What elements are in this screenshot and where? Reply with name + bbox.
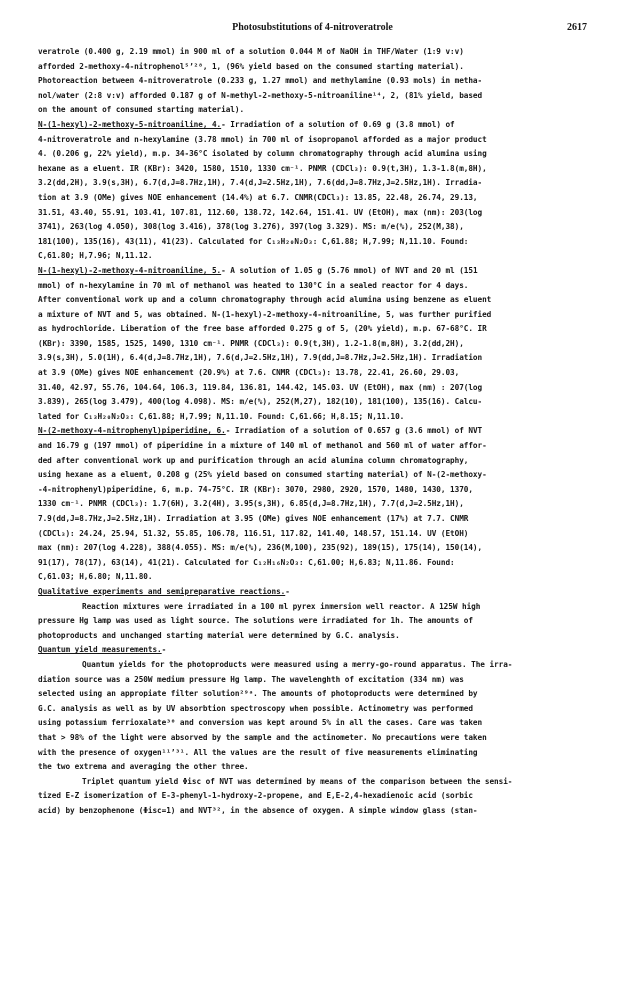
line-text: using hexane as a eluent, 0.208 g (25% yield based on consumed starting material) of N-(2-methoxy-: [38, 470, 487, 480]
text-line: [38, 483, 587, 498]
running-title: Photosubstitutions of 4-nitroveratrole: [232, 22, 393, 33]
line-text: mmol) of n-hexylamine in 70 ml of methanol was heated to 130°C in a sealed reactor for 4 days.: [38, 280, 469, 290]
line-text: (CDCl₃): 24.24, 25.94, 51.32, 55.85, 106.78, 116.51, 117.82, 141.40, 148.57, 151.14. UV (EtOH): [38, 528, 469, 538]
line-text: 31.51, 43.40, 55.91, 103.41, 107.81, 112.60, 138.72, 142.64, 151.41. UV (EtOH), max (nm): 203(log: [38, 207, 483, 217]
text-line: [38, 541, 587, 556]
text-line: [38, 103, 587, 118]
text-line: [38, 702, 587, 717]
line-text: 3.2(dd,2H), 3.9(s,3H), 6.7(d,J=8.7Hz,1H), 7.4(d,J=2.5Hz,1H), 7.6(dd,J=8.7Hz,J=2.5Hz,1H). Irradia-: [38, 178, 483, 188]
text-line: [38, 746, 587, 761]
section-heading: Qualitative experiments and semipreparative reactions.: [38, 586, 286, 596]
text-line: [38, 424, 587, 439]
line-text: 1330 cm⁻¹. PNMR (CDCl₃): 1.7(6H), 3.2(4H), 3.95(s,3H), 6.85(d,J=8.7Hz,1H), 7.7(d,J=2.5Hz,1H),: [38, 499, 464, 509]
text-line: [38, 133, 587, 148]
line-text: Quantum yields for the photoproducts were measured using a merry-go-round apparatus. The irra-: [82, 659, 513, 669]
text-line: [38, 731, 587, 746]
line-text: -4-nitrophenyl)piperidine, 6, m.p. 74-75°C. IR (KBr): 3070, 2980, 2920, 1570, 1480, 1430, 1370,: [38, 484, 473, 494]
text-line: [38, 147, 587, 162]
line-text: the two extrema and averaging the other three.: [38, 762, 249, 772]
text-line: [38, 293, 587, 308]
line-text: pressure Hg lamp was used as light source. The solutions were irradiated for 1h. The amounts of: [38, 616, 473, 626]
text-line: [38, 118, 587, 133]
text-line: [38, 176, 587, 191]
text-line: [38, 512, 587, 527]
line-text: at 3.9 (OMe) gives NOE enhancement (20.9%) at 7.6. CNMR (CDCl₃): 13.78, 22.41, 26.60, 29.03,: [38, 368, 460, 378]
section-heading: N-(1-hexyl)-2-methoxy-4-nitroaniline, 5.: [38, 265, 222, 275]
text-line: [38, 556, 587, 571]
line-text: 4-nitroveratrole and n-hexylamine (3.78 mmol) in 700 ml of isopropanol afforded as a major product: [38, 134, 487, 144]
line-text: - Irradiation of a solution of 0.69 g (3.8 mmol) of: [221, 119, 455, 129]
text-line: [38, 600, 587, 615]
line-text: ded after conventional work up and purification through an acid alumina column chromatography,: [38, 455, 469, 465]
text-line: [38, 439, 587, 454]
line-text: and 16.79 g (197 mmol) of piperidine in a mixture of 140 ml of methanol and 560 ml of water affor-: [38, 441, 487, 451]
text-line: [38, 322, 587, 337]
text-line: [38, 716, 587, 731]
line-text: that > 98% of the light were absorved by the sample and the actinometer. No precautions were taken: [38, 732, 487, 742]
line-text: diation source was a 250W medium pressure Hg lamp. The wavelenghth of excitation (334 nm) was: [38, 674, 464, 684]
line-text: Photoreaction between 4-nitroveratrole (0.233 g, 1.27 mmol) and methylamine (0.93 mols) in metha-: [38, 76, 483, 86]
text-line: [38, 74, 587, 89]
line-text: After conventional work up and a column chromatography through acid alumina using benzene as eluent: [38, 295, 492, 305]
text-line: [38, 264, 587, 279]
line-text: C,61.03; H,6.80; N,11.80.: [38, 572, 153, 582]
text-line: [38, 162, 587, 177]
text-line: [38, 308, 587, 323]
line-text: with the presence of oxygen¹¹’³¹. All the values are the result of five measurements eliminating: [38, 747, 478, 757]
text-line: [38, 570, 587, 585]
line-text: nol/water (2:8 v:v) afforded 0.187 g of N-methyl-2-methoxy-5-nitroaniline¹⁴, 2, (81% yield, based: [38, 90, 483, 100]
text-line: [38, 337, 587, 352]
line-text: 3.839), 265(log 3.479), 400(log 4.098). MS: m/e(%), 252(M,27), 182(10), 181(100), 135(16). Calcu-: [38, 397, 483, 407]
line-text: using potassium ferrioxalate³⁰ and conversion was kept around 5% in all the cases. Care was taken: [38, 718, 483, 728]
text-line: [38, 89, 587, 104]
line-text: 91(17), 78(17), 63(14), 41(21). Calculated for C₁₂H₁₆N₂O₃: C,61.00; H,6.83; N,11.86. Found:: [38, 557, 455, 567]
text-line: [38, 497, 587, 512]
line-text: C,61.80; H,7.96; N,11.12.: [38, 251, 153, 261]
line-text: afforded 2-methoxy-4-nitrophenol⁵’²⁸, 1, (96% yield based on the consumed starting material).: [38, 61, 464, 71]
line-text: selected using an appropiate filter solution²⁹ᵃ. The amounts of photoproducts were determined by: [38, 689, 478, 699]
line-text: Triplet quantum yield Φisc of NVT was determined by means of the comparison between the sensi-: [82, 776, 513, 786]
line-text: Reaction mixtures were irradiated in a 100 ml pyrex inmersion well reactor. A 125W high: [82, 601, 481, 611]
text-line: [38, 249, 587, 264]
text-line: [38, 585, 587, 600]
line-text: 7.9(dd,J=8.7Hz,J=2.5Hz,1H). Irradiation at 3.95 (OMe) gives NOE enhancement (17%) at 7.7. CNMR: [38, 514, 469, 523]
line-text: - Irradiation of a solution of 0.657 g (3.6 mmol) of NVT: [225, 426, 483, 436]
text-line: [38, 643, 587, 658]
line-text: 31.40, 42.97, 55.76, 104.64, 106.3, 119.84, 136.81, 144.42, 145.03. UV (EtOH), max (nm) : 207(log: [38, 382, 483, 392]
text-line: [38, 220, 587, 235]
line-text: max (nm): 207(log 4.228), 388(4.055). MS: m/e(%), 236(M,100), 235(92), 189(15), 175(14), 150(14),: [38, 543, 483, 553]
text-line: [38, 687, 587, 702]
text-line: [38, 235, 587, 250]
text-line: [38, 789, 587, 804]
text-line: [38, 804, 587, 819]
text-line: [38, 629, 587, 644]
page-number: 2617: [567, 22, 587, 33]
page-header: [38, 22, 587, 36]
line-text: tized E-Z isomerization of E-3-phenyl-1-hydroxy-2-propene, and E,E-2,4-hexadienoic acid (sorbic: [38, 791, 473, 801]
line-text: (KBr): 3390, 1585, 1525, 1490, 1310 cm⁻¹. PNMR (CDCl₃): 0.9(t,3H), 1.2-1.8(m,8H), 3.2(dd,2H),: [38, 338, 464, 348]
section-heading: N-(2-methoxy-4-nitrophenyl)piperidine, 6.: [38, 426, 226, 436]
text-line: [38, 454, 587, 469]
line-text: 3.9(s,3H), 5.0(1H), 6.4(d,J=8.7Hz,1H), 7.6(d,J=2.5Hz,1H), 7.9(dd,J=8.7Hz,J=2.5Hz,1H). Irradiation: [38, 353, 483, 363]
text-line: [38, 760, 587, 775]
line-text: 3741), 263(log 4.050), 308(log 3.416), 378(log 3.276), 397(log 3.329). MS: m/e(%), 252(M,38),: [38, 222, 464, 232]
line-text: 181(100), 135(16), 43(11), 41(23). Calculated for C₁₃H₂₀N₂O₃: C,61.88; H,7.99; N,11.10. Found:: [38, 236, 469, 246]
text-line: [38, 60, 587, 75]
line-text: - A solution of 1.05 g (5.76 mmol) of NVT and 20 ml (151: [221, 265, 478, 275]
text-line: [38, 45, 587, 60]
line-text: photoproducts and unchanged starting material were determined by G.C. analysis.: [38, 630, 400, 640]
line-text: lated for C₁₃H₂₀N₂O₃: C,61.88; H,7.99; N,11.10. Found: C,61.66; H,8.15; N,11.10.: [38, 411, 405, 421]
text-line: [38, 468, 587, 483]
line-text: a mixture of NVT and 5, was obtained. N-(1-hexyl)-2-methoxy-4-nitroaniline, 5, was further purified: [38, 309, 492, 319]
line-text: acid) by benzophenone (Φisc=1) and NVT³², in the absence of oxygen. A simple window glass (stan-: [38, 805, 478, 815]
line-text: -: [285, 586, 290, 596]
text-line: [38, 658, 587, 673]
text-line: [38, 366, 587, 381]
text-line: [38, 614, 587, 629]
line-text: G.C. analysis as well as by UV absorbtion spectroscopy when possible. Actinometry was performed: [38, 703, 473, 713]
text-line: [38, 381, 587, 396]
line-text: -: [161, 645, 167, 655]
text-line: [38, 775, 587, 790]
text-line: [38, 279, 587, 294]
text-line: [38, 351, 587, 366]
line-text: tion at 3.9 (OMe) gives NOE enhancement (14.4%) at 6.7. CNMR(CDCl₃): 13.85, 22.48, 26.74, 29.13,: [38, 192, 478, 202]
section-heading: Quantum yield measurements.: [38, 645, 162, 655]
text-line: [38, 673, 587, 688]
line-text: veratrole (0.400 g, 2.19 mmol) in 900 ml of a solution 0.044 M of NaOH in THF/Water (1:9 v:v): [38, 47, 464, 56]
text-line: [38, 395, 587, 410]
text-line: [38, 410, 587, 425]
body-text: [38, 45, 587, 818]
line-text: as hydrochloride. Liberation of the free base afforded 0.275 g of 5, (20% yield), m.p. 67-68°C. IR: [38, 324, 487, 334]
text-line: [38, 527, 587, 542]
line-text: hexane as a eluent. IR (KBr): 3420, 1580, 1510, 1330 cm⁻¹. PNMR (CDCl₃): 0.9(t,3H), 1.3-1.8(m,8H),: [38, 163, 487, 173]
text-line: [38, 206, 587, 221]
section-heading: N-(1-hexyl)-2-methoxy-5-nitroaniline, 4.: [38, 119, 222, 129]
text-line: [38, 191, 587, 206]
line-text: 4. (0.206 g, 22% yield), m.p. 34-36°C isolated by column chromatography through acid alumina using: [38, 149, 487, 159]
line-text: on the amount of consumed starting material).: [38, 105, 245, 115]
